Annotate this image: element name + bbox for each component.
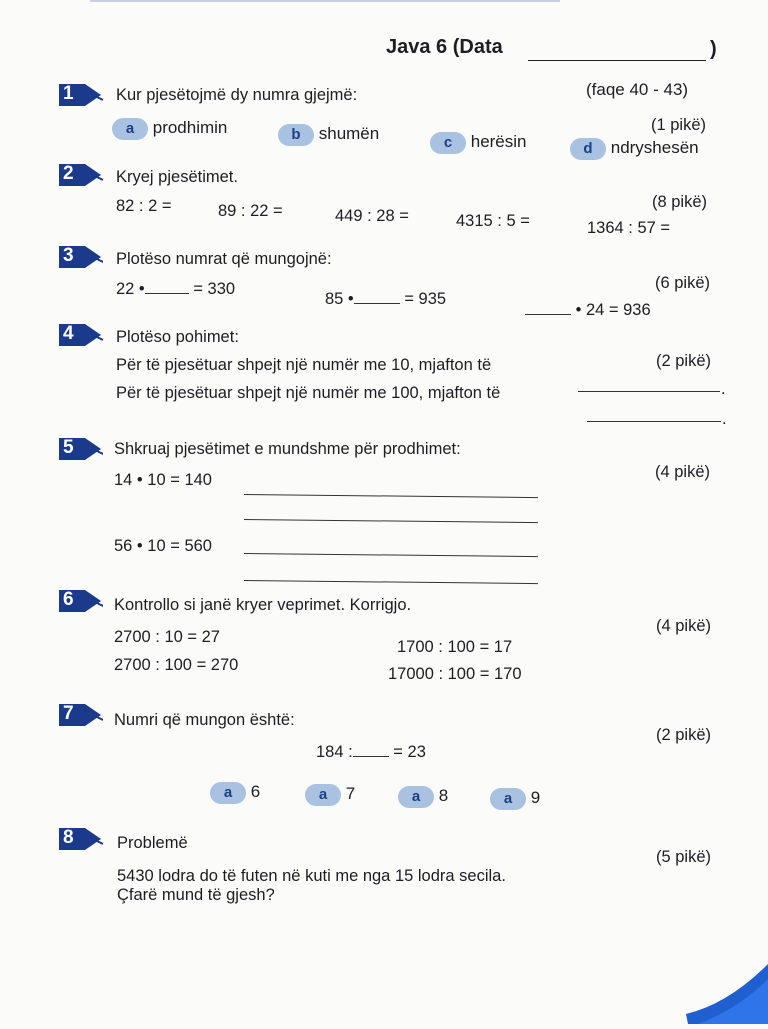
option-d[interactable] xyxy=(570,138,699,160)
points-label: (8 pikë) xyxy=(652,193,708,211)
operation-item: 17000 : 100 = 170 xyxy=(388,665,522,683)
product-item: 14 • 10 = 140 xyxy=(114,471,212,489)
points-label: (2 pikë) xyxy=(656,352,712,370)
division-item: 1364 : 57 = xyxy=(587,219,671,237)
option-letter-chip: a xyxy=(305,784,341,806)
problem-line: 5430 lodra do të futen në kuti me nga 15 lodra secila. xyxy=(117,867,506,885)
operation-item: 1700 : 100 = 17 xyxy=(397,638,513,656)
points-label: (2 pikë) xyxy=(656,726,712,744)
page-corner-decoration xyxy=(668,954,768,1024)
page-range: (faqe 40 - 43) xyxy=(586,80,689,99)
answer-line[interactable] xyxy=(244,580,538,584)
option-label: 7 xyxy=(345,784,356,803)
option-label: ndryshesën xyxy=(610,138,699,157)
option-label: 6 xyxy=(250,782,261,801)
product-item: 56 • 10 = 560 xyxy=(114,537,212,555)
question-number-badge: 6 xyxy=(57,588,103,614)
option-7[interactable] xyxy=(305,784,355,806)
option-label: 8 xyxy=(438,786,449,805)
question-text: Numri që mungon është: xyxy=(114,711,295,729)
option-letter-chip: a xyxy=(112,118,148,140)
statement-end: . xyxy=(722,410,727,428)
option-9[interactable] xyxy=(490,788,540,810)
question-text: Kontrollo si janë kryer veprimet. Korrigjo. xyxy=(114,596,412,614)
points-label: (5 pikë) xyxy=(656,848,712,866)
division-item: 4315 : 5 = xyxy=(456,212,530,230)
missing-number-equation: 184 : = 23 xyxy=(316,743,426,761)
points-label: (4 pikë) xyxy=(656,617,712,635)
answer-line[interactable] xyxy=(244,553,538,557)
question-number-badge: 8 xyxy=(57,826,103,852)
question-text: Plotëso numrat që mungojnë: xyxy=(116,250,332,268)
points-label: (4 pikë) xyxy=(655,463,711,481)
option-letter-chip: a xyxy=(210,782,246,804)
option-8[interactable] xyxy=(398,786,448,808)
statement-text: Për të pjesëtuar shpejt një numër me 10, mjafton të xyxy=(116,356,492,374)
question-text: Plotëso pohimet: xyxy=(116,328,239,346)
page-title: Java 6 (Data xyxy=(386,36,503,58)
missing-number-item: 22 • = 330 xyxy=(116,280,236,298)
option-letter-chip: c xyxy=(430,132,466,154)
option-b[interactable] xyxy=(278,124,379,146)
question-text: Kryej pjesëtimet. xyxy=(116,168,238,186)
operation-item: 2700 : 100 = 270 xyxy=(114,656,239,674)
statement-end: . xyxy=(721,380,726,398)
question-number-badge: 7 xyxy=(57,702,103,728)
points-label: (1 pikë) xyxy=(651,116,707,134)
division-item: 82 : 2 = xyxy=(116,197,172,215)
operation-item: 2700 : 10 = 27 xyxy=(114,628,220,646)
division-item: 89 : 22 = xyxy=(218,202,283,220)
points-label: (6 pikë) xyxy=(655,274,711,292)
answer-line[interactable] xyxy=(244,519,538,523)
answer-line[interactable] xyxy=(578,391,720,392)
question-number-badge: 3 xyxy=(57,244,103,270)
statement-text: Për të pjesëtuar shpejt një numër me 100, mjafton të xyxy=(116,384,501,402)
answer-line[interactable] xyxy=(244,494,538,498)
option-letter-chip: a xyxy=(490,788,526,810)
option-label: 9 xyxy=(530,788,541,807)
option-6[interactable] xyxy=(210,782,260,804)
answer-blank[interactable] xyxy=(354,303,400,304)
question-text: Kur pjesëtojmë dy numra gjejmë: xyxy=(116,86,358,104)
option-letter-chip: a xyxy=(398,786,434,808)
top-rule xyxy=(90,0,560,2)
option-a[interactable] xyxy=(112,118,227,140)
date-blank[interactable] xyxy=(528,60,706,61)
answer-blank[interactable] xyxy=(525,314,571,315)
option-label: shumën xyxy=(318,124,380,143)
missing-number-item: • 24 = 936 xyxy=(525,301,651,320)
question-number-badge: 5 xyxy=(57,436,103,462)
option-label: prodhimin xyxy=(152,118,228,137)
question-number-badge: 2 xyxy=(57,162,103,188)
answer-blank[interactable] xyxy=(353,756,389,757)
answer-blank[interactable] xyxy=(145,293,189,294)
question-text: Problemë xyxy=(117,834,188,852)
question-number-badge: 4 xyxy=(57,322,103,348)
option-label: herësin xyxy=(470,132,527,151)
option-letter-chip: d xyxy=(570,138,606,160)
division-item: 449 : 28 = xyxy=(335,207,409,225)
option-c[interactable] xyxy=(430,132,527,154)
title-close-paren: ) xyxy=(710,38,717,60)
problem-line: Çfarë mund të gjesh? xyxy=(117,886,275,904)
answer-line[interactable] xyxy=(587,421,721,422)
option-letter-chip: b xyxy=(278,124,314,146)
missing-number-item: 85 • = 935 xyxy=(325,290,447,308)
question-number-badge: 1 xyxy=(57,82,103,108)
question-text: Shkruaj pjesëtimet e mundshme për prodhimet: xyxy=(114,440,461,458)
